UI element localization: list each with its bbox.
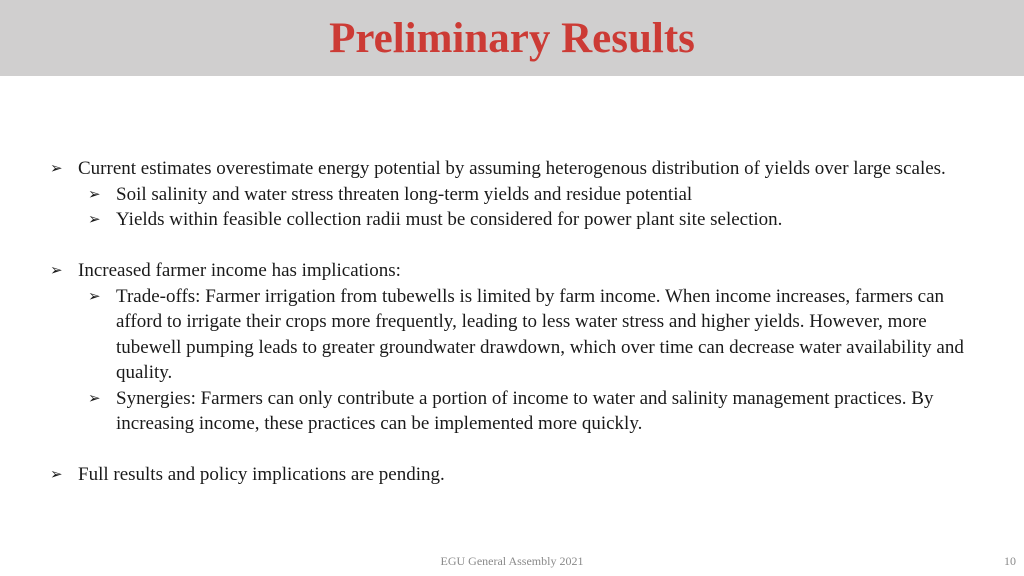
arrow-bullet-icon: ➢ — [50, 261, 63, 279]
bullet-item — [48, 462, 978, 488]
arrow-bullet-icon: ➢ — [88, 184, 101, 203]
spacer — [48, 233, 978, 259]
sub-bullet-text: Soil salinity and water stress threaten long-term yields and residue potential — [116, 183, 693, 205]
title-bar — [0, 0, 1024, 76]
bullet-text: Full results and policy implications are pending. — [78, 464, 445, 485]
bullet-text: Increased farmer income has implications: — [78, 260, 401, 281]
sub-bullet-text: Synergies: Farmers can only contribute a portion of income to water and salinity management practices. By increasing income, these practices can be implemented more quickly. — [116, 387, 934, 434]
page-number: 10 — [1004, 554, 1016, 568]
slide-title: Preliminary Results — [329, 14, 695, 62]
arrow-bullet-icon: ➢ — [88, 210, 101, 228]
arrow-bullet-icon: ➢ — [88, 388, 101, 407]
sub-bullet-item — [86, 207, 978, 233]
spacer — [48, 437, 978, 463]
arrow-bullet-icon: ➢ — [50, 159, 63, 177]
arrow-bullet-icon: ➢ — [50, 465, 63, 483]
bullet-item — [48, 258, 978, 284]
sub-bullet-item — [86, 386, 978, 437]
sub-bullet-item — [86, 284, 978, 386]
arrow-bullet-icon: ➢ — [88, 286, 101, 305]
footer-text: EGU General Assembly 2021 — [440, 554, 584, 568]
bullet-text: Current estimates overestimate energy potential by assuming heterogenous distribution of yields over large scales. — [78, 158, 946, 179]
sub-bullet-item — [86, 182, 978, 208]
sub-bullet-text: Trade-offs: Farmer irrigation from tubewells is limited by farm income. When income increases, farmers can afford to irrigate their crops more frequently, leading to less water stress and higher yields. However, more tubewell pumping leads to greater groundwater drawdown, which over time can decrease water availability and quality. — [116, 285, 964, 383]
bullet-item — [48, 156, 978, 182]
sub-bullet-text: Yields within feasible collection radii must be considered for power plant site selection. — [116, 209, 783, 230]
bullet-list — [48, 156, 978, 488]
